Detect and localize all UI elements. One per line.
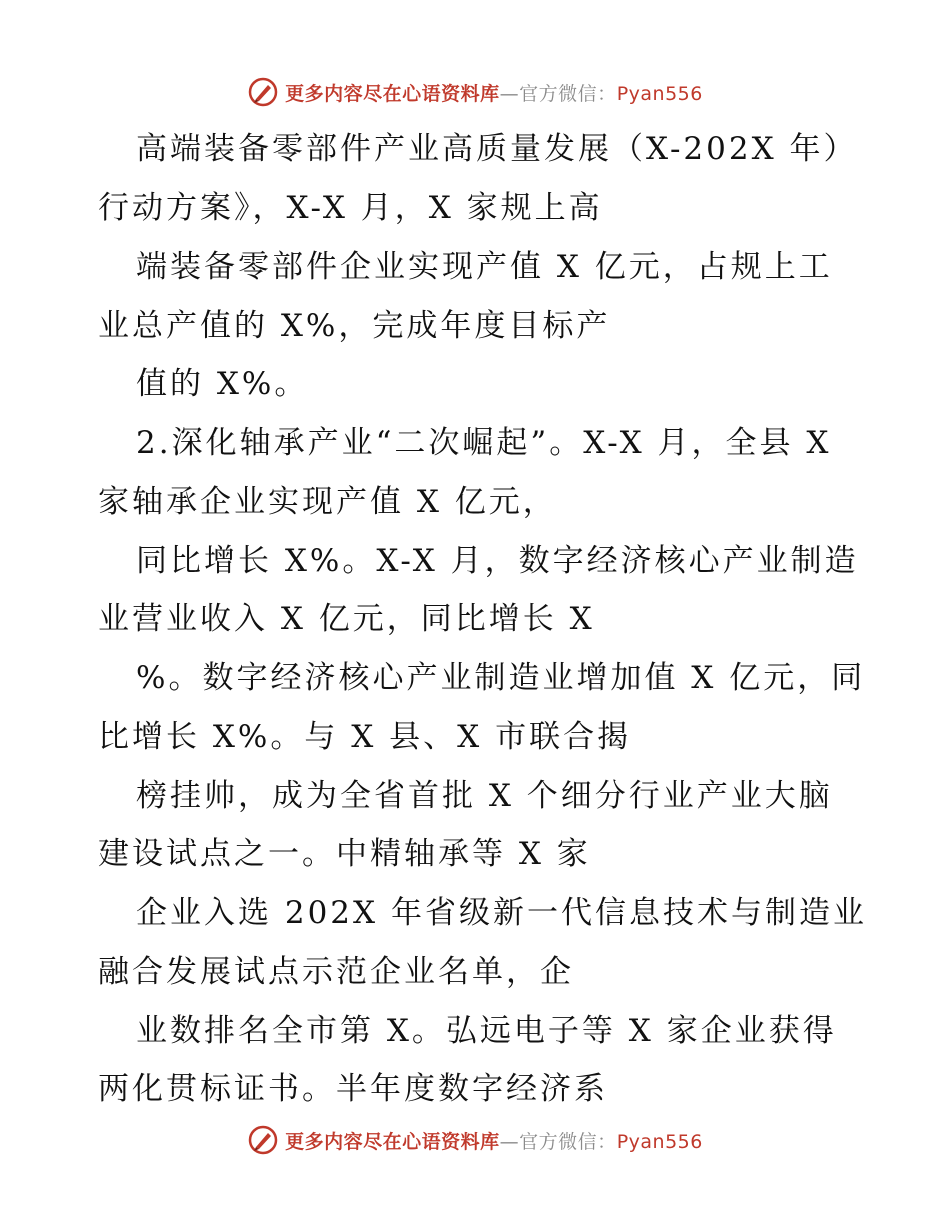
footer-banner-text	[285, 1127, 703, 1154]
text-line: 融合发展试点示范企业名单，企	[98, 954, 574, 990]
text-line: 2.深化轴承产业“二次崛起”。X-X 月，全县 X	[136, 425, 832, 461]
text-line: %。数字经济核心产业制造业增加值 X 亿元，同	[136, 660, 866, 696]
text-line: 端装备零部件企业实现产值 X 亿元，占规上工	[136, 249, 833, 285]
text-line: 榜挂帅，成为全省首批 X 个细分行业产业大脑	[136, 778, 833, 814]
footer-separator: —官方微信：	[499, 1130, 617, 1153]
header-brand-text: 更多内容尽在心语资料库	[285, 82, 500, 105]
pen-logo-icon	[247, 76, 279, 108]
text-line: 两化贯标证书。半年度数字经济系	[98, 1071, 608, 1107]
text-line: 高端装备零部件产业高质量发展（X-202X 年）	[136, 131, 858, 167]
text-line: 业营业收入 X 亿元，同比增长 X	[98, 601, 595, 637]
header-banner	[0, 72, 950, 112]
footer-wechat-id: Pyan556	[616, 1130, 703, 1153]
footer-banner	[0, 1120, 950, 1160]
header-banner-text	[285, 79, 703, 106]
header-wechat-id: Pyan556	[616, 82, 703, 105]
text-line: 业数排名全市第 X。弘远电子等 X 家企业获得	[136, 1013, 837, 1049]
text-line: 业总产值的 X%，完成年度目标产	[98, 308, 611, 344]
text-line: 家轴承企业实现产值 X 亿元，	[98, 484, 557, 520]
header-separator: —官方微信：	[499, 82, 617, 105]
pen-logo-icon	[247, 1124, 279, 1156]
text-line: 比增长 X%。与 X 县、X 市联合揭	[98, 719, 632, 755]
text-line: 建设试点之一。中精轴承等 X 家	[98, 836, 591, 872]
text-line: 行动方案》，X-X 月，X 家规上高	[98, 190, 603, 226]
footer-brand-text: 更多内容尽在心语资料库	[285, 1130, 500, 1153]
text-line: 同比增长 X%。X-X 月，数字经济核心产业制造	[136, 543, 859, 579]
text-line: 值的 X%。	[136, 366, 309, 402]
text-line: 企业入选 202X 年省级新一代信息技术与制造业	[136, 895, 867, 931]
